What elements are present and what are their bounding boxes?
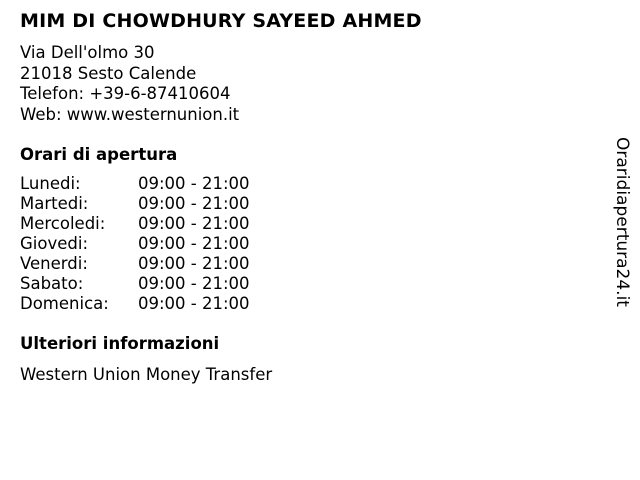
business-name: MIM DI CHOWDHURY SAYEED AHMED <box>20 10 422 32</box>
hours-row-tuesday <box>20 194 320 214</box>
hours-row-saturday <box>20 274 320 294</box>
more-info-heading: Ulteriori informazioni <box>20 334 220 353</box>
time-range: 09:00 - 21:00 <box>138 294 250 313</box>
address-block <box>20 43 239 125</box>
time-range: 09:00 - 21:00 <box>138 214 250 233</box>
day-label: Martedi: <box>20 194 89 213</box>
street-address: Via Dell'olmo 30 <box>20 43 155 62</box>
hours-row-monday <box>20 174 320 194</box>
opening-hours-heading: Orari di apertura <box>20 145 178 164</box>
time-range: 09:00 - 21:00 <box>138 254 250 273</box>
hours-row-sunday <box>20 294 320 314</box>
day-label: Sabato: <box>20 274 84 293</box>
phone-number: Telefon: +39-6-87410604 <box>20 84 231 103</box>
hours-row-friday <box>20 254 320 274</box>
time-range: 09:00 - 21:00 <box>138 194 250 213</box>
city-address: 21018 Sesto Calende <box>20 63 197 83</box>
day-label: Domenica: <box>20 294 109 313</box>
hours-row-thursday <box>20 234 320 254</box>
hours-row-wednesday <box>20 214 320 234</box>
more-info-text: Western Union Money Transfer <box>20 365 273 384</box>
opening-hours-table <box>20 174 320 314</box>
website: Web: www.westernunion.it <box>20 104 240 124</box>
day-label: Venerdi: <box>20 254 88 273</box>
time-range: 09:00 - 21:00 <box>138 274 250 293</box>
time-range: 09:00 - 21:00 <box>138 174 250 193</box>
day-label: Lunedi: <box>20 174 81 193</box>
day-label: Giovedi: <box>20 234 88 253</box>
day-label: Mercoledi: <box>20 214 106 233</box>
time-range: 09:00 - 21:00 <box>138 234 250 253</box>
site-watermark: Oraridiapertura24.it <box>612 137 632 307</box>
